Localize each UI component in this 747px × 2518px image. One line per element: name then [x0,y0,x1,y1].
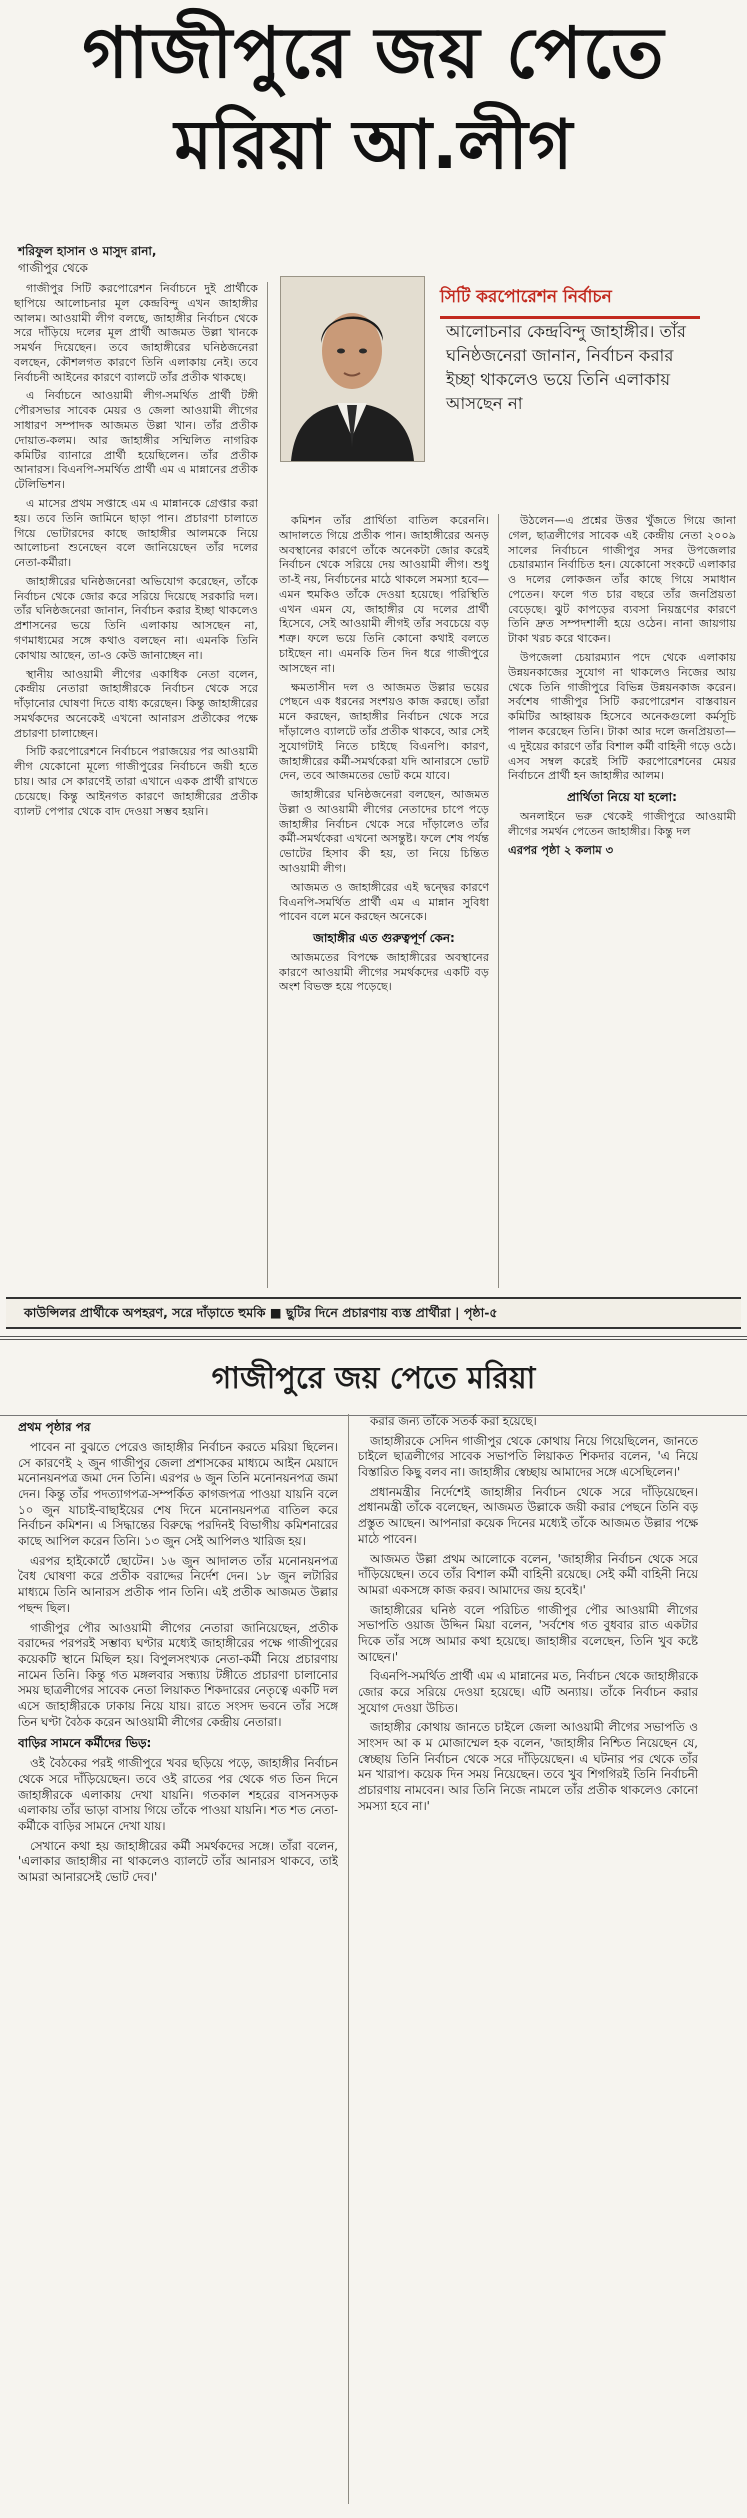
related-news-strip: কাউন্সিলর প্রার্থীকে অপহরণ, সরে দাঁড়াতে হুমকি ■ ছুটির দিনে প্রচারণায় ব্যস্ত প্রার্থীরা | পৃষ্ঠা-৫ [6,1297,741,1329]
paragraph: সেখানে কথা হয় জাহাঙ্গীরের কর্মী সমর্থকদের সঙ্গে। তাঁরা বলেন, 'এলাকার জাহাঙ্গীর না থাকলেও ব্যালটে তাঁর আনারস থাকবে, তাই আমরা আনারসেই ভোট দেব।' [18,1838,338,1885]
paragraph: সিটি করপোরেশনে নির্বাচনে পরাজয়ের পর আওয়ামী লীগ যেকোনো মূল্যে গাজীপুরের নির্বাচনে জয়ী হতে চায়। আর সে কারণেই তারা এখানে একক প্রার্থী রাখতে চেয়েছে। কিন্তু আইনগত কারণে জাহাঙ্গীরের প্রতীক ব্যালট পেপার থেকে বাদ দেওয়া সম্ভব হয়নি। [14,745,258,818]
paragraph: করার জন্য তাঁকে সতর্ক করা হয়েছে। [370,1414,537,1428]
byline [18,243,258,277]
paragraph: কমিশন তাঁর প্রার্থিতা বাতিল করেননি। আদালতে গিয়ে প্রতীক পান। জাহাঙ্গীরের অনড় অবস্থানের কারণে তাঁকে অনেকটা জোর করেই নির্বাচন থেকে সরিয়ে দেয় আওয়ামী লীগ। শুধু তা-ই নয়, নির্বাচনের মাঠে থাকলে সমস্যা হবে—এমন হুমকিও তাঁকে দেওয়া হয়েছে। পরিস্থিতি এখন এমন যে, জাহাঙ্গীর যে দলের প্রার্থী হিসেবে, সেই আওয়ামী লীগই তাঁর সবচেয়ে বড় শত্রু। ফলে ভয়ে তিনি কোনো কথাই বলতে চাইছেন না। এমনকি তিন দিন ধরে গাজীপুরে আসছেন না। [279,514,489,675]
paragraph: ওই বৈঠকের পরই গাজীপুরে খবর ছড়িয়ে পড়ে, জাহাঙ্গীর নির্বাচন থেকে সরে দাঁড়িয়েছেন। তবে ওই রাতের পর থেকে গত তিন দিনে জাহাঙ্গীরকে এলাকায় দেখা যায়নি। গতকাল শহরের বাসনসড়ক এলাকায় তাঁর ভাড়া বাসায় গিয়ে তাঁকে পাওয়া যায়নি। শত শত নেতা-কর্মীকে বাড়ির সামনে দেখা যায়। [18,1756,338,1834]
headline-line-1: গাজীপুরে জয় পেতে [82,12,665,94]
continued-on-jump: এরপর পৃষ্ঠা ২ কলাম ৩ [508,843,614,858]
article-column-2 [279,514,489,1290]
article-column-3 [508,514,736,1290]
column-divider [498,514,499,1288]
paragraph: আজমত ও জাহাঙ্গীরের এই দ্বন্দ্বের কারণে বিএনপি-সমর্থিত প্রার্থী এম এ মান্নান সুবিধা পাবেন বলে মনে করছেন অনেকে। [279,880,489,924]
continuation-column-1 [18,1414,338,2504]
paragraph: প্রধানমন্ত্রীর নির্দেশেই জাহাঙ্গীর নির্বাচন থেকে সরে দাঁড়িয়েছেন। প্রধানমন্ত্রী তাঁকে বলেছেন, আজমত উল্লাকে জয়ী করার পেছনে তিনি বড় প্রস্তুত আছেন। আপনারা কয়েক দিনের মধ্যেই তাঁকে আজমত উল্লার পক্ষে মাঠে পাবেন। [358,1484,698,1546]
byline-location: গাজীপুর থেকে [18,260,88,275]
continued-from-label: প্রথম পৃষ্ঠার পর [18,1420,91,1434]
paragraph: জাহাঙ্গীর কোথায় জানতে চাইলে জেলা আওয়ামী লীগের সভাপতি ও সাংসদ আ ক ম মোজাম্মেল হক বলেন, 'জাহাঙ্গীর নিশ্চিত নিয়েছেন যে, স্বেচ্ছায় তিনি নির্বাচন থেকে সরে দাঁড়িয়েছেন। এ ঘটনার পর থেকে তাঁর মন খারাপ। কয়েক দিন সময় নিয়েছেন। তবে খুব শিগগিরই তিনি নির্বাচনী প্রচারণায় নামবেন। আর তিনি নিজে নামলে তাঁর প্রতীক থাকলেও কোনো সমস্যা হবে না।' [358,1720,698,1813]
continuation-headline: গাজীপুরে জয় পেতে মরিয়া [0,1354,747,1416]
headline-line-2: মরিয়া আ.লীগ [174,106,573,185]
byline-authors: শরিফুল হাসান ও মাসুদ রানা, [18,244,157,258]
paragraph: গাজীপুর পৌর আওয়ামী লীগের নেতারা জানিয়েছেন, প্রতীক বরাদ্দের পরপরই সম্ভাব্য ঘণ্টার মধ্যেই জাহাঙ্গীরের পক্ষে গাজীপুরের কয়েকটি স্থানে মিছিল হয়। বিপুলসংখ্যক নেতা-কর্মী নিয়ে প্রচারণায় নামেন তিনি। কিন্তু গত মঙ্গলবার সন্ধ্যায় টঙ্গীতে প্রচারণা চালানোর সময় ছাত্রলীগের সাবেক নেতা লিয়াকত শিকদারের নেতৃত্বে একটি দল এসে জাহাঙ্গীরকে ঢাকায় নিয়ে যায়। রাতে সংসদ ভবনে তাঁর সঙ্গে তিন ঘণ্টা বৈঠক করেন আওয়ামী লীগের কেন্দ্রীয় নেতারা। [18,1620,338,1729]
article-column-1 [14,282,258,1286]
paragraph: উপজেলা চেয়ারম্যান পদে থেকে এলাকায় উন্নয়নকাজের সুযোগ না থাকলেও নিজের আয় থেকে তিনি গাজীপুরে বিভিন্ন উন্নয়নকাজ করেন। সর্বশেষ গাজীপুর সিটি করপোরেশন বাস্তবায়ন কমিটির আহ্বায়ক হিসেবে অনেকগুলো কর্মসূচি পালন করেছেন তিনি। টাকা আর দলে জনপ্রিয়তা—এ দুইয়ের কারণে তাঁর বিশাল কর্মী বাহিনী গড়ে ওঠে। এসব সম্বল করেই সিটি করপোরেশনের মেয়র নির্বাচনে প্রার্থী হন জাহাঙ্গীর আলম। [508,651,736,783]
paragraph: পাবেন না বুঝতে পেরেও জাহাঙ্গীর নির্বাচন করতে মরিয়া ছিলেন। সে কারণেই ২ জুন গাজীপুর জেলা প্রশাসকের মাধ্যমে আইন মেয়াদে মনোনয়নপত্র জমা দেন তিনি। এরপর ৬ জুন তিনি মনোনয়নপত্র জমা দেন। কিন্তু তাঁর পদত্যাগপত্র-সম্পর্কিত কাগজপত্র পাওয়া যায়নি বলে ১০ জুন যাচাই-বাছাইয়ের শেষ দিনে মনোনয়নপত্র বাতিল করে নির্বাচন কমিশন। এ সিদ্ধান্তের বিরুদ্ধে পরদিনই বিভাগীয় কমিশনারের কাছে আপিল করেন তিনি। ১৩ জুন সেই আপিলও খারিজ হয়। [18,1439,338,1549]
column-subhead: প্রার্থিতা নিয়ে যা হলো: [567,790,677,805]
portrait-photo [280,276,425,462]
paragraph: এ মাসের প্রথম সপ্তাহে এম এ মান্নানকে গ্রেপ্তার করা হয়। তবে তিনি জামিনে ছাড়া পান। প্রচারণা চালাতে গিয়ে ভোটারদের কাছে জাহাঙ্গীর আলমকে নিয়ে আলোচনা শুনেছেন বলে জানিয়েছেন তাঁর দলের নেতা-কর্মীরা। [14,496,258,570]
paragraph: ক্ষমতাসীন দল ও আজমত উল্লার ভয়ের পেছনে এক ধরনের সংশয়ও কাজ করছে। তাঁরা মনে করছেন, জাহাঙ্গীর নির্বাচন থেকে সরে দাঁড়ালেও ব্যালটে তাঁর প্রতীক থাকবে, আর সেই সুযোগটাই নিতে চাইছে বিএনপি। কারণ, জাহাঙ্গীরের কর্মী-সমর্থকেরা যদি আনারসে ভোট দেন, তবে আজমতের ভোট কমে যাবে। [279,680,489,783]
column-subhead: জাহাঙ্গীর এত গুরুত্বপূর্ণ কেন: [313,931,455,946]
column-divider [348,1414,349,2504]
paragraph: বিএনপি-সমর্থিত প্রার্থী এম এ মান্নানের মত, নির্বাচন থেকে জাহাঙ্গীরকে জোর করে সরিয়ে দেওয়া হয়েছে। এটি অন্যায়। তাঁকে নির্বাচন করার সুযোগ দেওয়া উচিত। [358,1669,698,1715]
paragraph: এ নির্বাচনে আওয়ামী লীগ-সমর্থিত প্রার্থী টঙ্গী পৌরসভার সাবেক মেয়র ও জেলা আওয়ামী লীগের সাধারণ সম্পাদক আজমত উল্লা খান। তাঁর প্রতীক দোয়াত-কলম। আর জাহাঙ্গীর সম্মিলিত নাগরিক কমিটির ব্যানারে প্রার্থী হয়েছিলেন। তাঁর প্রতীক আনারস। বিএনপি-সমর্থিত প্রার্থী এম এ মান্নানের প্রতীক টেলিভিশন। [14,389,258,492]
paragraph: উঠলেন—এ প্রশ্নের উত্তর খুঁজতে গিয়ে জানা গেল, ছাত্রলীগের সাবেক এই কেন্দ্রীয় নেতা ২০০৯ সালের নির্বাচনে গাজীপুর সদর উপজেলার চেয়ারম্যান নির্বাচিত হন। যেকোনো সংকটে এলাকার ও দলের লোকজন তাঁর কাছে গিয়ে সমাধান পেতেন। ফলে গত চার বছরে তাঁর জনপ্রিয়তা বেড়েছে। ঝুট কাপড়ের ব্যবসা নিয়ন্ত্রণের কারণে তিনি দ্রুত সম্পদশালী হয়ে ওঠেন। নানা জায়গায় টাকা খরচ করে থাকেন। [508,514,736,646]
section-kicker: সিটি করপোরেশন নির্বাচন [440,284,700,319]
column-subhead: বাড়ির সামনে কর্মীদের ভিড়: [18,1736,152,1751]
paragraph: জাহাঙ্গীরের ঘনিষ্ঠ বলে পরিচিত গাজীপুর পৌর আওয়ামী লীগের সভাপতি ওয়াজ উদ্দিন মিয়া বলেন, 'সর্বশেষ গত বুধবার রাত একটার দিকে তাঁর সঙ্গে আমার কথা হয়েছে। জাহাঙ্গীর বলেছেন, তিনি খুব কষ্টে আছেন।' [358,1602,698,1664]
continuation-article [0,1336,747,2518]
person-portrait-icon [281,277,424,461]
paragraph: এরপর হাইকোর্টে ছোটেন। ১৬ জুন আদালত তাঁর মনোনয়নপত্র বৈধ ঘোষণা করে প্রতীক বরাদ্দের নির্দেশ দেন। ১৮ জুন লটারির মাধ্যমে তিনি আনারস প্রতীক পান তিনি। এই প্রতীক আজমত উল্লার পছন্দ ছিল। [18,1553,338,1615]
paragraph: আজমত উল্লা প্রথম আলোকে বলেন, 'জাহাঙ্গীর নির্বাচন থেকে সরে দাঁড়িয়েছেন। তবে তাঁর বিশাল কর্মী বাহিনী রয়েছে। সেই কর্মী বাহিনী নিয়ে আমরা একসঙ্গে কাজ করব। আমাদের জয় হবেই।' [358,1551,698,1597]
paragraph: জাহাঙ্গীরকে সেদিন গাজীপুর থেকে কোথায় নিয়ে গিয়েছিলেন, জানতে চাইলে ছাত্রলীগের সাবেক সভাপতি লিয়াকত শিকদার বলেন, 'এ নিয়ে বিস্তারিত কিছু বলব না। জাহাঙ্গীর স্বেচ্ছায় আমাদের সঙ্গে এসেছিলেন।' [358,1433,698,1480]
column-divider [267,282,268,1288]
paragraph: স্থানীয় আওয়ামী লীগের একাধিক নেতা বলেন, কেন্দ্রীয় নেতারা জাহাঙ্গীরকে নির্বাচন থেকে সরে দাঁড়ানোর ঘোষণা দিতে বাধ্য করেছেন। কিন্তু জাহাঙ্গীরের সমর্থকদের অনেকেই এখনো আনারস প্রতীকের পক্ষে প্রচারণা চালাচ্ছেন। [14,667,258,740]
paragraph: অনলাইনে ভরু থেকেই গাজীপুরে আওয়ামী লীগের সমর্থন পেতেন জাহাঙ্গীর। কিন্তু দল [508,809,736,838]
article-deck: আলোচনার কেন্দ্রবিন্দু জাহাঙ্গীর। তাঁর ঘনিষ্ঠজনেরা জানান, নির্বাচন করার ইচ্ছা থাকলেও ভয়ে তিনি এলাকায় আসছেন না [446,322,686,413]
paragraph: জাহাঙ্গীরের ঘনিষ্ঠজনেরা বলছেন, আজমত উল্লা ও আওয়ামী লীগের নেতাদের চাপে পড়ে জাহাঙ্গীর নির্বাচন থেকে সরে দাঁড়ালেও তাঁর কর্মী-সমর্থকেরা এখনো অসন্তুষ্ট। ফলে শেষ পর্যন্ত ভোটের হিসাব কী হয়, তা নিয়ে চিন্তিত আওয়ামী লীগ। [279,788,489,875]
paragraph: গাজীপুর সিটি করপোরেশন নির্বাচনে দুই প্রার্থীকে ছাপিয়ে আলোচনার মূল কেন্দ্রবিন্দু এখন জাহাঙ্গীর আলম। আওয়ামী লীগ বলছে, জাহাঙ্গীর নির্বাচন থেকে সরে দাঁড়িয়ে দলের মূল প্রার্থী আজমত উল্লা খানকে সমর্থন দিয়েছেন। তবে জাহাঙ্গীরের ঘনিষ্ঠজনেরা বলছেন, কৌশলগত কারণে তিনি এলাকায় নেই। তবে নির্বাচনী আইনের কারণে ব্যালটে তাঁর প্রতীক থাকছে। [14,282,258,384]
continuation-column-2 [358,1414,698,2504]
paragraph: আজমতের বিপক্ষে জাহাঙ্গীরের অবস্থানের কারণে আওয়ামী লীগের সমর্থকদের একটি বড় অংশ বিভক্ত হয়ে পড়েছে। [279,950,489,994]
paragraph: জাহাঙ্গীরের ঘনিষ্ঠজনেরা অভিযোগ করেছেন, তাঁকে নির্বাচন থেকে জোর করে সরিয়ে দিয়েছে সরকারি দল। তাঁর ঘনিষ্ঠজনেরা জানান, নির্বাচন করার ইচ্ছা থাকলেও প্রশাসনের ভয়ে তিনি এলাকায় আসছেন না, গণমাধ্যমের সঙ্গে কথাও বলছেন না। এমনকি তিনি কোথায় আছেন, তা-ও কেউ জানাচ্ছেন না। [14,574,258,662]
